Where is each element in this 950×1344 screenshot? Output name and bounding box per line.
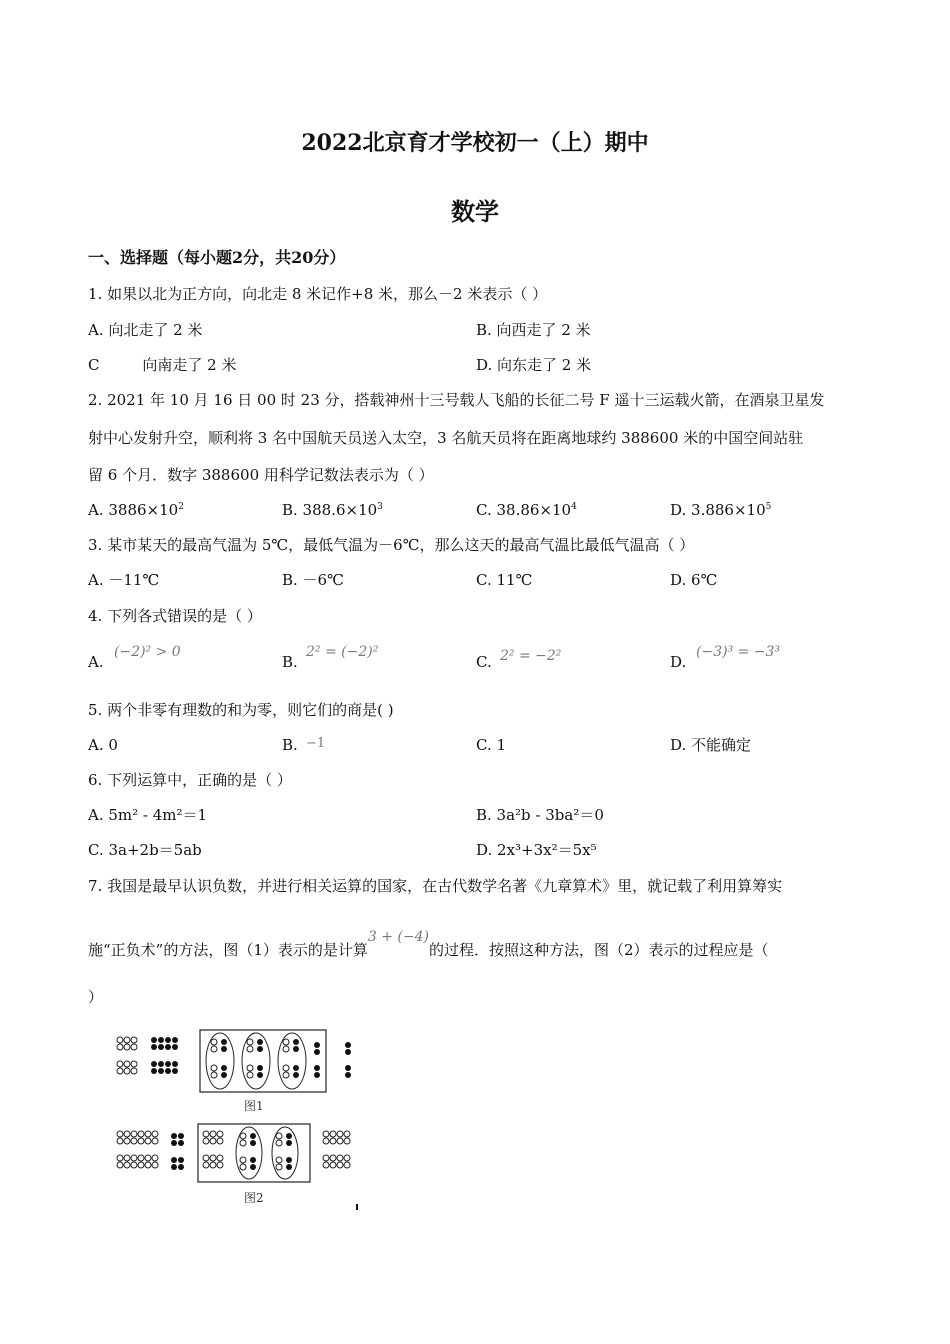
q6-option-d: D. 2x³+3x²＝5x⁵ (476, 841, 597, 859)
page-mark (356, 1204, 358, 1210)
section-heading: 一、选择题（每小题2分，共20分） (88, 248, 346, 267)
q5-option-c: C. 1 (476, 736, 507, 754)
q4-option-a-expr: (−2)² > 0 (114, 644, 181, 660)
q6-option-c: C. 3a+2b＝5ab (88, 841, 202, 859)
q4-option-c-label: C. (476, 653, 492, 671)
q2-option-b: B. $388.6\times 10^3$ (282, 501, 383, 519)
q7-line-2: 施“正负术”的方法，图（1）表示的是计算3 + (−4)的过程．按照这种方法，图（2）表示的过程应是（ (88, 929, 769, 959)
q3-stem: 3. 某市某天的最高气温为 5℃，最低气温为－6℃，那么这天的最高气温比最低气温高（ ） (88, 536, 695, 554)
q6-option-a: A. 5m² - 4m²＝1 (88, 806, 208, 824)
counting-rods-diagram (112, 1026, 372, 1216)
q4-option-d-expr: (−3)³ = −3³ (696, 644, 781, 660)
q3-option-d: D. 6℃ (670, 571, 718, 589)
counting-rods-figure (112, 1026, 372, 1220)
q1-option-c: C 向南走了 2 米 (88, 356, 237, 374)
q1-option-b: B. 向西走了 2 米 (476, 321, 591, 339)
q4-option-a-label: A. (88, 653, 104, 671)
q4-option-b-label: B. (282, 653, 298, 671)
q2-option-d: D. $3.886\times 10^5$ (670, 501, 772, 519)
q1-option-a: A. 向北走了 2 米 (88, 321, 203, 339)
q1-option-d: D. 向东走了 2 米 (476, 356, 592, 374)
q5-option-d: D. 不能确定 (670, 736, 752, 754)
q4-option-c-expr: 2² = −2² (500, 648, 562, 664)
page-title: 2022北京育才学校初一（上）期中 (301, 130, 649, 156)
q1-stem: 1. 如果以北为正方向，向北走 8 米记作+8 米，那么－2 米表示（ ） (88, 285, 548, 303)
q7-expression: 3 + (−4) (367, 929, 429, 945)
q3-option-c: C. 11℃ (476, 571, 533, 589)
q3-option-a: A. －11℃ (88, 571, 160, 589)
q3-option-b: B. －6℃ (282, 571, 344, 589)
q5-stem: 5. 两个非零有理数的和为零，则它们的商是( ) (88, 701, 394, 719)
q5-option-b-label: B. (282, 736, 298, 754)
q2-line-1: 2. 2021 年 10 月 16 日 00 时 23 分，搭载神州十三号载人飞船的长征二号 F 遥十三运载火箭，在酒泉卫星发 (88, 391, 825, 409)
q5-option-a: A. 0 (88, 736, 118, 754)
q6-stem: 6. 下列运算中，正确的是（ ） (88, 771, 292, 789)
figure-2-caption: 图2 (244, 1191, 264, 1205)
subject-title: 数学 (451, 197, 499, 226)
q2-line-2: 射中心发射升空，顺利将 3 名中国航天员送入太空，3 名航天员将在距离地球约 388600 米的中国空间站驻 (88, 429, 804, 447)
q5-option-b-expr: −1 (306, 736, 326, 751)
figure-1-caption: 图1 (244, 1099, 264, 1113)
q2-option-c: C. $38.86\times 10^4$ (476, 501, 577, 519)
figure-1 (117, 1030, 351, 1113)
q4-stem: 4. 下列各式错误的是（ ） (88, 607, 262, 625)
q4-option-b-expr: 2² = (−2)² (306, 644, 379, 660)
q7-line-1: 7. 我国是最早认识负数，并进行相关运算的国家，在古代数学名著《九章算术》里，就记载了利用算筹实 (88, 877, 783, 895)
figure-2 (117, 1124, 350, 1205)
q2-option-a: A. $3886\times 10^2$ (88, 501, 184, 519)
q6-option-b: B. 3a²b - 3ba²＝0 (476, 806, 604, 824)
q2-line-3: 留 6 个月．数字 388600 用科学记数法表示为（ ） (88, 466, 434, 484)
q7-line-3: ） (88, 988, 104, 1006)
q4-option-d-label: D. (670, 653, 687, 671)
